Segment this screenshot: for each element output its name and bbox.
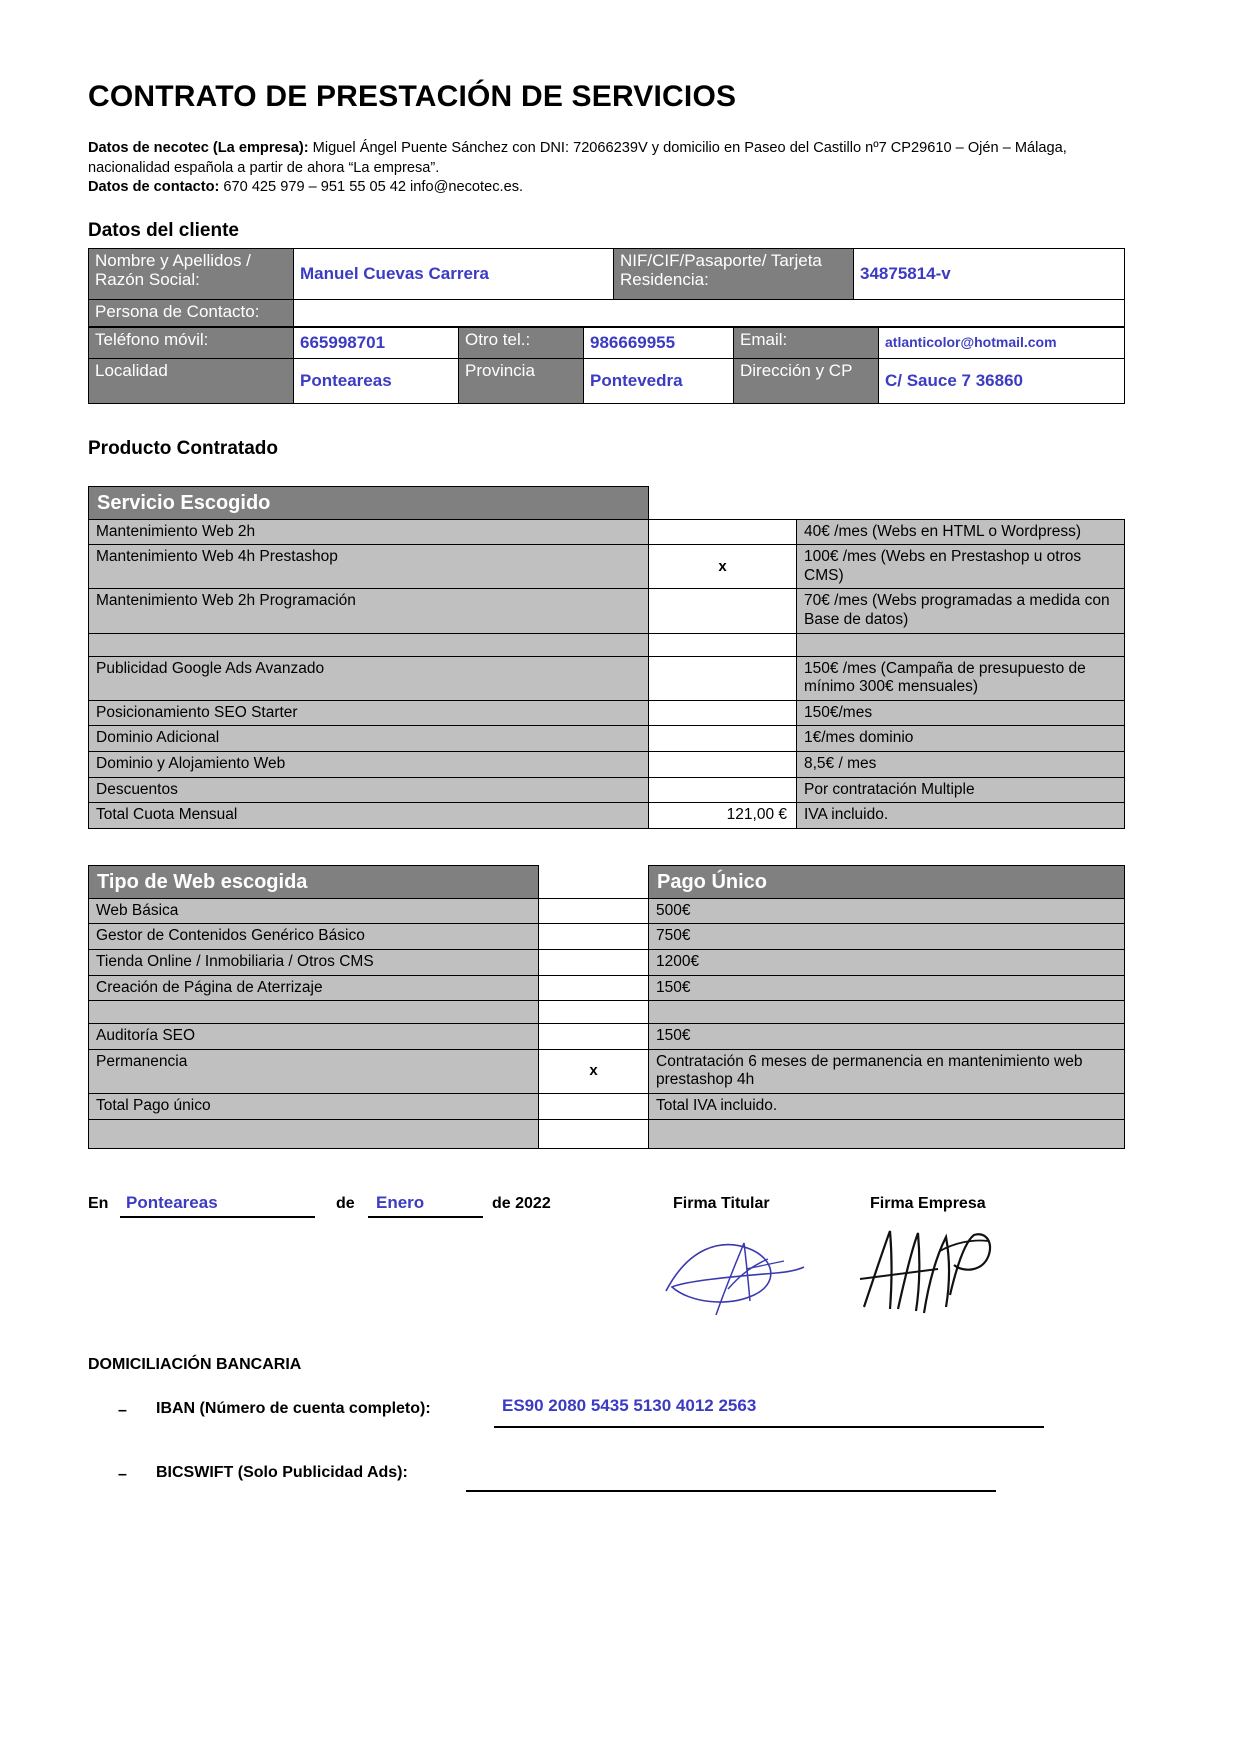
web-type-cell: Web Básica [89, 898, 539, 924]
province-value[interactable]: Pontevedra [584, 358, 734, 403]
locality-label: Localidad [89, 358, 294, 403]
table-row [89, 1093, 1125, 1119]
service-price-cell: 150€/mes [797, 700, 1125, 726]
service-price-cell: Por contratación Multiple [797, 777, 1125, 803]
contact-person-value[interactable] [294, 299, 1125, 326]
company-signature-image [854, 1225, 1004, 1330]
web-table-spacer-row [89, 1119, 1125, 1148]
table-row [89, 975, 1125, 1001]
service-check-cell[interactable] [649, 589, 797, 633]
iban-label: IBAN (Número de cuenta completo): [156, 1399, 431, 1417]
iban-row [88, 1396, 1140, 1438]
de-label-2: de 2022 [492, 1194, 551, 1212]
client-nif-label: NIF/CIF/Pasaporte/ Tarjeta Residencia: [614, 248, 854, 299]
mobile-value[interactable]: 665998701 [294, 327, 459, 358]
service-header-label: Servicio Escogido [89, 486, 649, 519]
web-price-cell: 150€ [649, 1024, 1125, 1050]
service-name-cell: Mantenimiento Web 2h Programación [89, 589, 649, 633]
de-label-1: de [336, 1194, 355, 1212]
service-check-cell[interactable] [649, 656, 797, 700]
contact-info-text: 670 425 979 – 951 55 05 42 info@necotec.es. [219, 179, 524, 196]
signature-area [88, 1229, 1140, 1334]
province-label: Provincia [459, 358, 584, 403]
company-info-label: Datos de necotec (La empresa): [88, 140, 309, 156]
web-price-cell: Total IVA incluido. [649, 1093, 1125, 1119]
total-note-cell: IVA incluido. [797, 803, 1125, 829]
table-row [89, 700, 1125, 726]
bullet-dash-icon-2: – [118, 1465, 127, 1483]
section-heading-product: Producto Contratado [88, 437, 278, 459]
web-price-cell: Contratación 6 meses de permanencia en mantenimiento web prestashop 4h [649, 1049, 1125, 1093]
table-row [89, 949, 1125, 975]
service-price-cell: 1€/mes dominio [797, 726, 1125, 752]
web-type-header-label: Tipo de Web escogida [89, 865, 539, 898]
service-price-cell: 150€ /mes (Campaña de presupuesto de mínimo 300€ mensuales) [797, 656, 1125, 700]
service-check-cell[interactable] [649, 777, 797, 803]
payment-header-label: Pago Único [649, 865, 1125, 898]
bic-underline [466, 1464, 996, 1492]
web-type-cell: Tienda Online / Inmobiliaria / Otros CMS [89, 949, 539, 975]
section-heading-client: Datos del cliente [88, 219, 239, 241]
web-type-cell: Auditoría SEO [89, 1024, 539, 1050]
service-price-cell: 40€ /mes (Webs en HTML o Wordpress) [797, 519, 1125, 545]
table-row [89, 656, 1125, 700]
service-name-cell: Dominio y Alojamiento Web [89, 751, 649, 777]
table-row [89, 589, 1125, 633]
table-row [89, 1049, 1125, 1093]
service-table-header-row [89, 486, 1125, 519]
table-row [89, 299, 1125, 326]
web-header-check-blank [539, 865, 649, 898]
service-name-cell: Posicionamiento SEO Starter [89, 700, 649, 726]
service-name-cell: Publicidad Google Ads Avanzado [89, 656, 649, 700]
client-nif-value[interactable]: 34875814-v [854, 248, 1125, 299]
web-type-cell: Total Pago único [89, 1093, 539, 1119]
service-table [88, 486, 1125, 829]
table-row [89, 327, 1125, 358]
service-price-cell: 100€ /mes (Webs en Prestashop u otros CMS) [797, 545, 1125, 589]
service-name-cell: Dominio Adicional [89, 726, 649, 752]
web-price-cell: 750€ [649, 924, 1125, 950]
service-check-cell[interactable] [649, 519, 797, 545]
iban-value[interactable]: ES90 2080 5435 5130 4012 2563 [502, 1395, 757, 1415]
web-check-cell[interactable] [539, 975, 649, 1001]
table-row [89, 1024, 1125, 1050]
address-label: Dirección y CP [734, 358, 879, 403]
web-spacer-cell-1 [89, 1119, 539, 1148]
service-check-cell[interactable] [649, 726, 797, 752]
service-price-cell [797, 633, 1125, 656]
web-check-cell[interactable] [539, 1001, 649, 1024]
service-check-cell[interactable] [649, 633, 797, 656]
email-label: Email: [734, 327, 879, 358]
client-name-label: Nombre y Apellidos / Razón Social: [89, 248, 294, 299]
web-check-cell[interactable]: x [539, 1049, 649, 1093]
web-check-cell[interactable] [539, 949, 649, 975]
service-name-cell: Descuentos [89, 777, 649, 803]
othertel-label: Otro tel.: [459, 327, 584, 358]
service-price-cell: 70€ /mes (Webs programadas a medida con Base de datos) [797, 589, 1125, 633]
web-check-cell[interactable] [539, 1024, 649, 1050]
web-price-cell [649, 1001, 1125, 1024]
web-spacer-cell-3 [649, 1119, 1125, 1148]
client-data-table [88, 248, 1125, 327]
total-label-cell: Total Cuota Mensual [89, 803, 649, 829]
service-name-cell: Mantenimiento Web 4h Prestashop [89, 545, 649, 589]
place-field[interactable]: Ponteareas [120, 1193, 315, 1218]
service-name-cell: Mantenimiento Web 2h [89, 519, 649, 545]
service-check-cell[interactable] [649, 700, 797, 726]
table-row [89, 545, 1125, 589]
table-row [89, 358, 1125, 403]
contact-person-label: Persona de Contacto: [89, 299, 294, 326]
service-check-cell[interactable]: x [649, 545, 797, 589]
company-info-text: Miguel Ángel Puente Sánchez con DNI: 72066239V y domicilio en Paseo del Castillo nº7 CP29610 – Ojén – Málaga, nacionalidad española a partir de ahora “La empresa”. [88, 140, 1067, 176]
bullet-dash-icon: – [118, 1401, 127, 1419]
service-header-check-blank [649, 486, 797, 519]
web-check-cell[interactable] [539, 1093, 649, 1119]
table-row [89, 751, 1125, 777]
month-field[interactable]: Enero [368, 1193, 483, 1218]
web-type-cell [89, 1001, 539, 1024]
web-check-cell[interactable] [539, 898, 649, 924]
web-table-header-row [89, 865, 1125, 898]
email-value[interactable]: atlanticolor@hotmail.com [879, 327, 1125, 358]
service-header-price-blank [797, 486, 1125, 519]
table-row [89, 519, 1125, 545]
bic-row [88, 1460, 1140, 1502]
table-row [89, 898, 1125, 924]
web-price-cell: 1200€ [649, 949, 1125, 975]
table-row [89, 633, 1125, 656]
othertel-value[interactable]: 986669955 [584, 327, 734, 358]
web-type-cell: Creación de Página de Aterrizaje [89, 975, 539, 1001]
en-label: En [88, 1194, 109, 1212]
holder-signature-image [658, 1229, 808, 1329]
client-contact-table [88, 327, 1125, 404]
web-price-cell: 500€ [649, 898, 1125, 924]
locality-value[interactable]: Ponteareas [294, 358, 459, 403]
web-price-cell: 150€ [649, 975, 1125, 1001]
company-info-block [88, 139, 1140, 198]
table-row [89, 726, 1125, 752]
signature-holder-label: Firma Titular [673, 1194, 770, 1212]
web-spacer-cell-2 [539, 1119, 649, 1148]
address-value[interactable]: C/ Sauce 7 36860 [879, 358, 1125, 403]
client-name-value[interactable]: Manuel Cuevas Carrera [294, 248, 614, 299]
table-row [89, 777, 1125, 803]
mobile-label: Teléfono móvil: [89, 327, 294, 358]
table-row [89, 248, 1125, 299]
service-total-row [89, 803, 1125, 829]
signature-date-line [88, 1189, 1140, 1229]
service-name-cell [89, 633, 649, 656]
table-row [89, 1001, 1125, 1024]
contact-info-label: Datos de contacto: [88, 179, 220, 196]
bank-section-title: DOMICILIACIÓN BANCARIA [88, 1355, 302, 1373]
web-check-cell[interactable] [539, 924, 649, 950]
web-type-cell: Gestor de Contenidos Genérico Básico [89, 924, 539, 950]
web-type-cell: Permanencia [89, 1049, 539, 1093]
page-title: CONTRATO DE PRESTACIÓN DE SERVICIOS [88, 80, 737, 113]
service-price-cell: 8,5€ / mes [797, 751, 1125, 777]
total-amount-cell[interactable]: 121,00 € [649, 803, 797, 829]
bic-label: BICSWIFT (Solo Publicidad Ads): [156, 1463, 408, 1481]
web-type-table [88, 865, 1125, 1149]
service-check-cell[interactable] [649, 751, 797, 777]
table-row [89, 924, 1125, 950]
signature-company-label: Firma Empresa [870, 1194, 986, 1212]
